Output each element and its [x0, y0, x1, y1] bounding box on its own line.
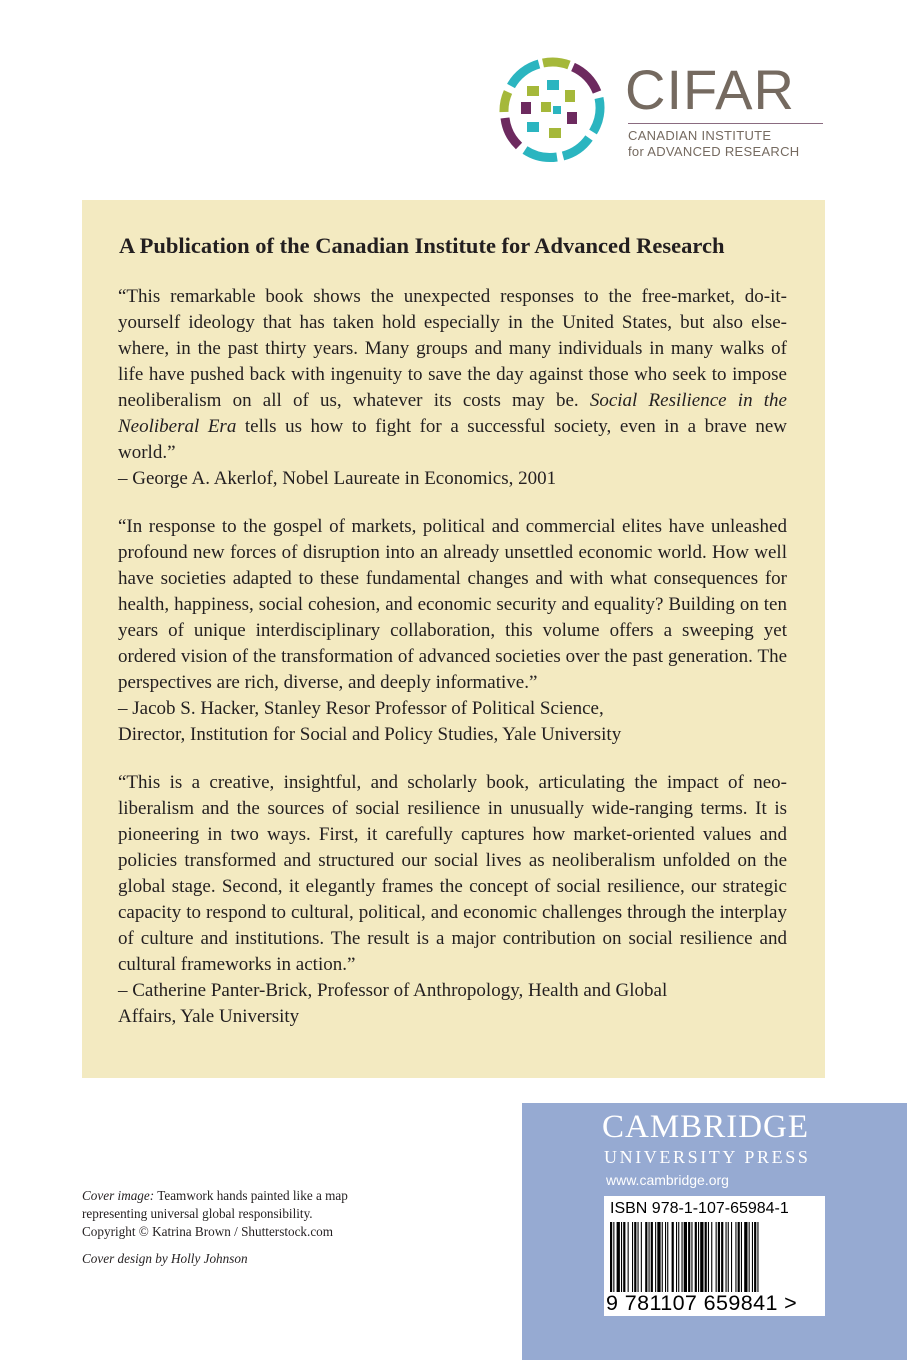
cifar-subtitle-line1: CANADIAN INSTITUTE [628, 128, 772, 143]
blurb-panter-brick [118, 770, 787, 1030]
blurb-panter-brick-attribution-cont: Affairs, Yale University [118, 1006, 300, 1027]
copyright-line: Copyright © Katrina Brown / Shutterstock.com [82, 1224, 334, 1239]
barcode-digits: 9 781107 659841 > [606, 1291, 798, 1315]
cifar-wordmark: CIFAR [625, 58, 795, 121]
publication-heading: A Publication of the Canadian Institute for Advanced Research [119, 233, 725, 258]
barcode-icon [608, 1222, 820, 1292]
blurb-hacker-attribution-cont: Director, Institution for Social and Policy Studies, Yale University [118, 724, 622, 745]
blurb-panter-brick-attribution: – Catherine Panter-Brick, Professor of Anthropology, Health and Global [118, 980, 668, 1001]
cifar-subtitle-line2: for ADVANCED RESEARCH [628, 143, 800, 159]
book-title: Social Resilience in the Neoliberal Era [118, 390, 787, 437]
isbn-label: ISBN 978-1-107-65984-1 [610, 1200, 789, 1217]
publisher-press: UNIVERSITY PRESS [604, 1147, 811, 1167]
cifar-divider [628, 123, 823, 124]
cifar-logo-icon [497, 56, 609, 164]
blurb-hacker [118, 514, 787, 748]
blurb-akerlof-text: “This remarkable book shows the unexpected responses to the free-market, do-it-yourself ideology that has taken hold especially in the United States, but also elsewhere, in the past thirty years. Many groups and many individuals in many walks of life have pushed back with ingenuity to save the day against those who seek to impose neoliberalism on all of us, whatever its costs may be. Social Resilience in the Neoliberal Era tells us how to fight for a successful society, even in a brave new world.” [118, 286, 787, 463]
blurb-akerlof-attribution: – George A. Akerlof, Nobel Laureate in Economics, 2001 [118, 468, 557, 489]
publisher-url: www.cambridge.org [606, 1172, 729, 1188]
cifar-subtitle [628, 128, 800, 159]
blurb-akerlof [118, 284, 787, 492]
design-credit: Cover design by Holly Johnson [82, 1251, 248, 1266]
blurb-panter-brick-text: “This is a creative, insightful, and scholarly book, articulating the impact of neoliberalism and the sources of social resilience in unusually wide-ranging terms. It is pioneering in two ways. First, it carefully captures how market-oriented values and policies transformed and structured our social lives as neoliberalism unfolded on the global stage. Second, it elegantly frames the concept of social resilience, our strategic capacity to respond to cultural, political, and economic challenges through the interplay of culture and institutions. The result is a major contribution on social resilience and cultural frameworks in action.” [118, 772, 787, 975]
blurb-hacker-text: “In response to the gospel of markets, political and commercial elites have unleashed profound new forces of disruption into an already unsettled economic world. How well have societies adapted to these fundamental changes and with what consequences for health, happiness, social cohesion, and economic security and equality? Building on ten years of unique interdisciplinary collaboration, this volume offers a sweeping yet ordered vision of the transformation of advanced societies over the past generation. The perspectives are rich, diverse, and deeply informative.” [118, 516, 787, 693]
cifar-logo [497, 56, 827, 166]
cover-credits [82, 1187, 382, 1268]
blurb-hacker-attribution: – Jacob S. Hacker, Stanley Resor Professor of Political Science, [118, 698, 604, 719]
publisher-name: CAMBRIDGE [602, 1109, 810, 1145]
cover-image-credit: Cover image: Teamwork hands painted like a map representing universal global responsibility. [82, 1188, 348, 1221]
